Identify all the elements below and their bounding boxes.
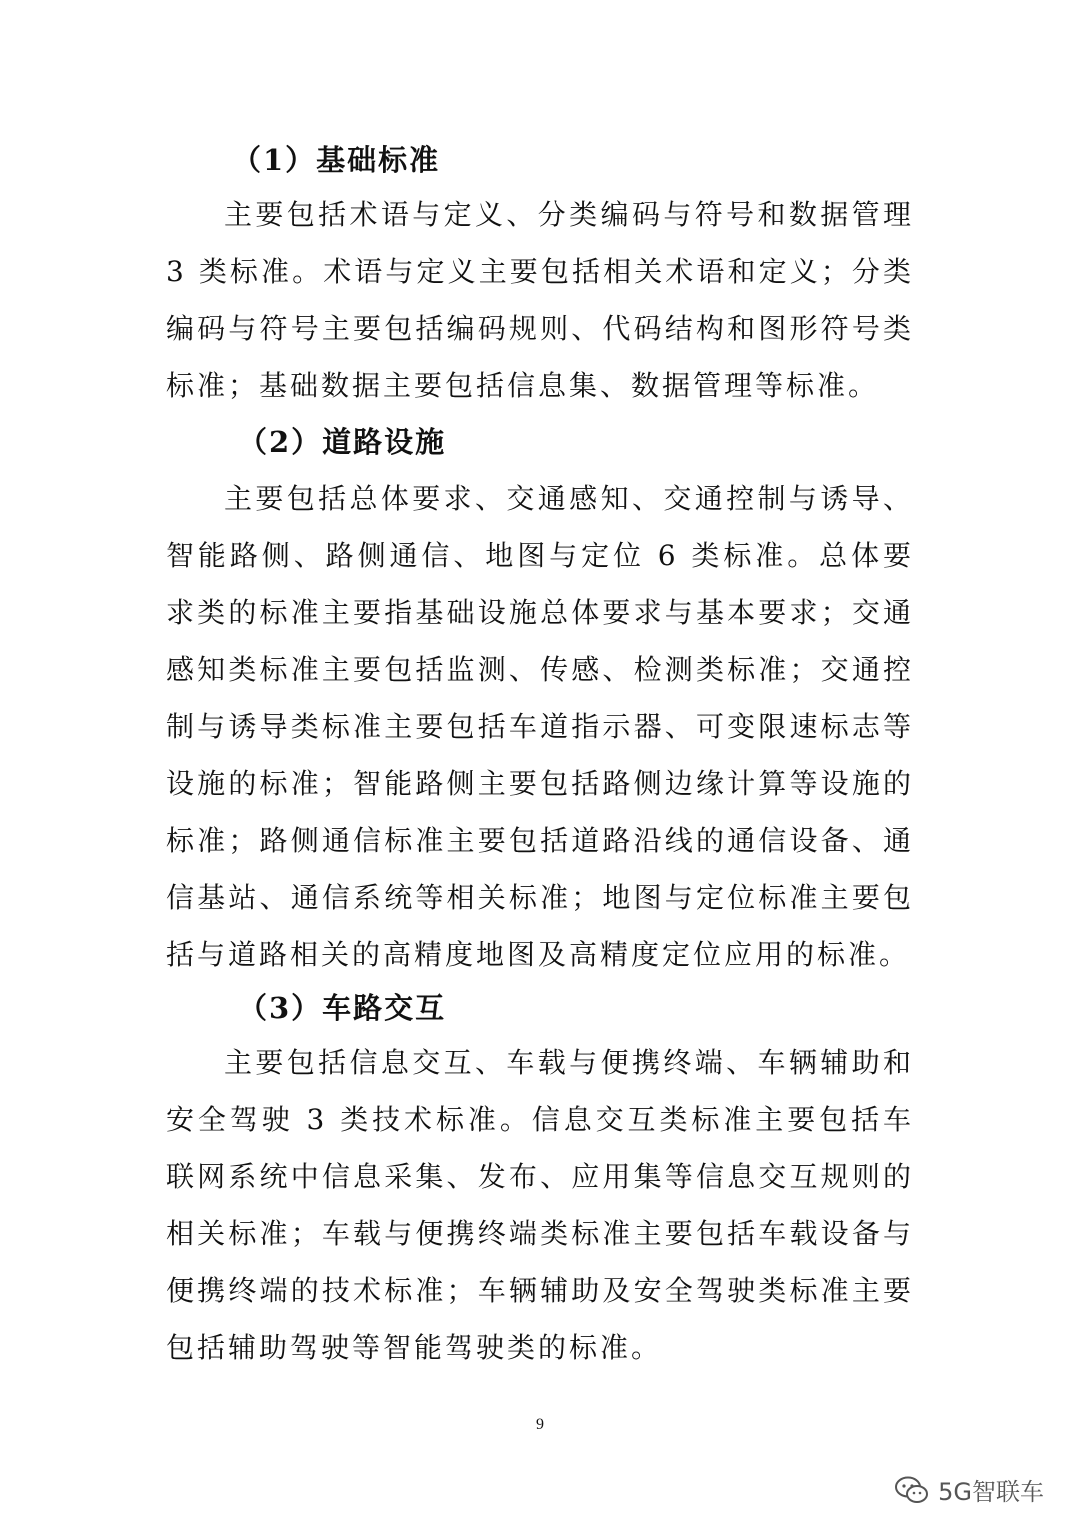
watermark-text: 5G智联车 [938,1478,1044,1506]
section-body-vehicle-road-interaction [166,1034,914,1376]
wechat-icon [894,1475,930,1505]
paragraph: 主要包括术语与定义、分类编码与符号和数据管理 3 类标准。术语与定义主要包括相关术语和定义；分类编码与符号主要包括编码规则、代码结构和图形符号类标准；基础数据主要包括信息集、数据管理等标准。 [166,198,914,402]
paragraph: 主要包括总体要求、交通感知、交通控制与诱导、智能路侧、路侧通信、地图与定位 6 类标准。总体要求类的标准主要指基础设施总体要求与基本要求；交通感知类标准主要包括监测、传感、检测类标准；交通控制与诱导类标准主要包括车道指示器、可变限速标志等设施的标准；智能路侧主要包括路侧边缘计算等设施的标准；路侧通信标准主要包括道路沿线的通信设备、通信基站、通信系统等相关标准；地图与定位标准主要包括与道路相关的高精度地图及高精度定位应用的标准。 [166,482,914,971]
section-heading-road-facilities: （2）道路设施 [238,425,447,459]
paragraph: 主要包括信息交互、车载与便携终端、车辆辅助和安全驾驶 3 类技术标准。信息交互类标准主要包括车联网系统中信息采集、发布、应用集等信息交互规则的相关标准；车载与便携终端类标准主要包括车载设备与便携终端的技术标准；车辆辅助及安全驾驶类标准主要包括辅助驾驶等智能驾驶类的标准。 [166,1046,914,1364]
page-number: 9 [536,1416,544,1433]
section-body-basic-standards [166,186,914,414]
section-heading-basic-standards: （1）基础标准 [232,143,441,177]
section-body-road-facilities [166,470,914,983]
section-heading-vehicle-road-interaction: （3）车路交互 [238,991,447,1025]
watermark [894,1472,1044,1507]
